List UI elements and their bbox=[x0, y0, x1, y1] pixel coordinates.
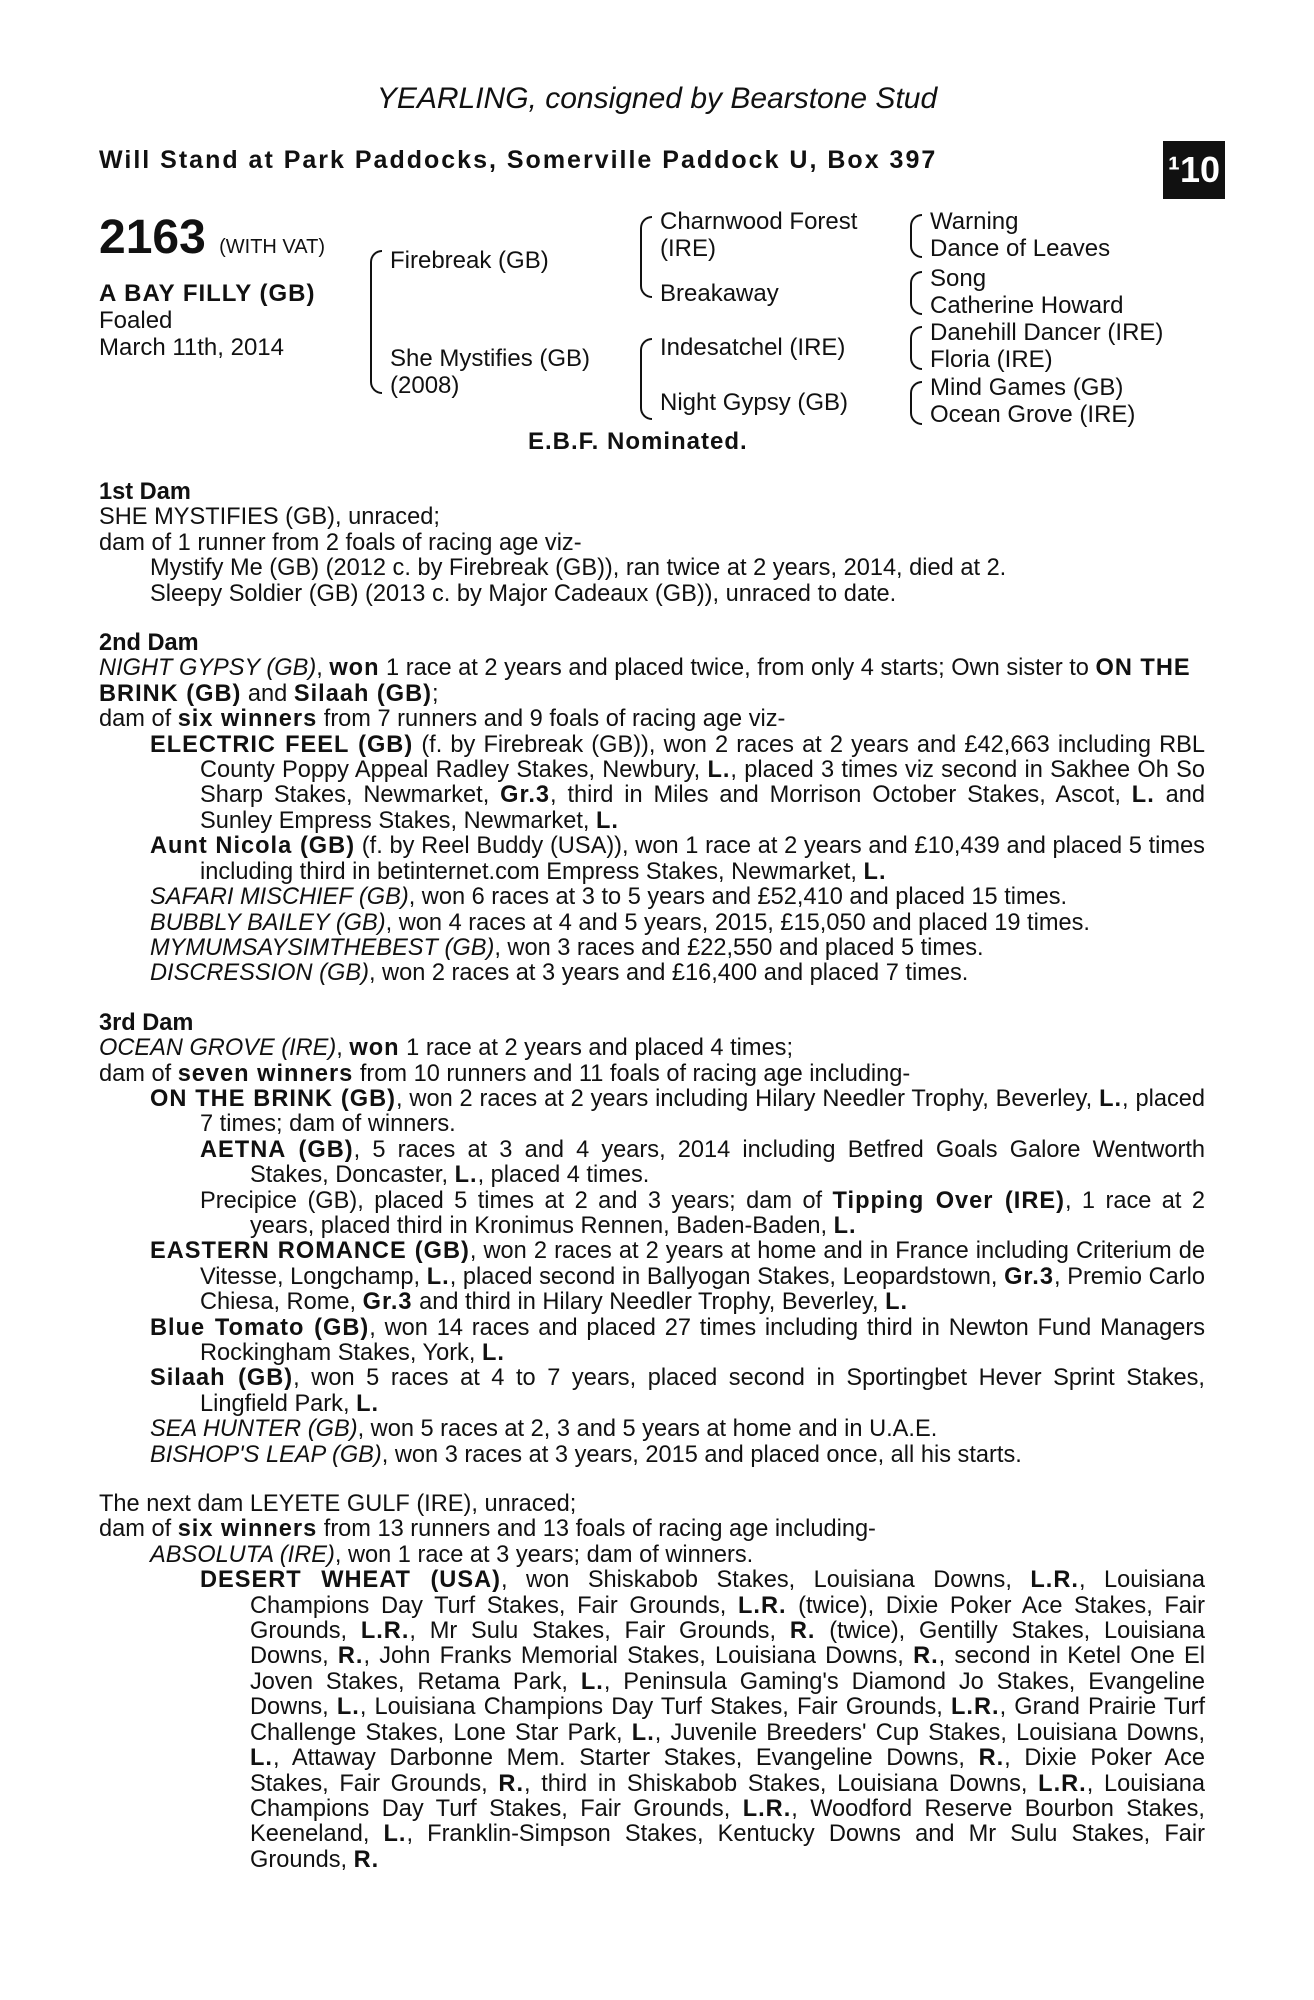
lot-name: A BAY FILLY (GB) bbox=[99, 280, 316, 307]
third-dam-para: dam of seven winners from 10 runners and 11 foals of racing age including- bbox=[99, 1060, 911, 1087]
pedigree-sds: Song bbox=[930, 265, 987, 292]
pedigree-sdd: Catherine Howard bbox=[930, 292, 1124, 319]
third-dam-foal: ON THE BRINK (GB), won 2 races at 2 years including Hilary Needler Trophy, Beverley, L., placed 7 times; dam of winners. bbox=[150, 1085, 1205, 1138]
second-dam-foal: SAFARI MISCHIEF (GB), won 6 races at 3 to 5 years and £52,410 and placed 15 times. bbox=[150, 884, 1068, 911]
second-dam-para: NIGHT GYPSY (GB), won 1 race at 2 years and placed twice, from only 4 starts; Own sister to ON THE BRINK (GB) and Silaah (GB); bbox=[99, 655, 1191, 707]
next-dam-para: dam of six winners from 13 runners and 13 foals of racing age including- bbox=[99, 1516, 876, 1543]
pedigree-sire-sire: Charnwood Forest bbox=[660, 208, 858, 235]
pedigree-dsd: Floria (IRE) bbox=[930, 346, 1053, 373]
pedigree-dds: Mind Games (GB) bbox=[930, 374, 1124, 401]
next-dam-para: The next dam LEYETE GULF (IRE), unraced; bbox=[99, 1491, 577, 1518]
lot-number-block bbox=[99, 210, 325, 265]
second-dam-foal: Aunt Nicola (GB) (f. by Reel Buddy (USA)), won 1 race at 2 years and £10,439 and placed 5 times including third in betinternet.com Empress Stakes, Newmarket, L. bbox=[150, 833, 1205, 885]
third-dam-grandfoal: AETNA (GB), 5 races at 3 and 4 years, 2014 including Betfred Goals Galore Wentworth Stakes, Doncaster, L., placed 4 times. bbox=[200, 1136, 1205, 1189]
second-dam-foal: DISCRESSION (GB), won 2 races at 3 years and £16,400 and placed 7 times. bbox=[150, 960, 969, 987]
ebf-nomination: E.B.F. Nominated. bbox=[528, 428, 748, 455]
third-dam-foal: SEA HUNTER (GB), won 5 races at 2, 3 and 5 years at home and in U.A.E. bbox=[150, 1416, 938, 1443]
pedigree-ddd: Ocean Grove (IRE) bbox=[930, 401, 1136, 428]
third-dam-foal: Blue Tomato (GB), won 14 races and placed 27 times including third in Newton Fund Managers Rockingham Stakes, York, L. bbox=[150, 1314, 1205, 1366]
third-dam-foal: EASTERN ROMANCE (GB), won 2 races at 2 years at home and in France including Criterium de Vitesse, Longchamp, L., placed second in Ballyogan Stakes, Leopardstown, Gr.3, Premio Carlo Chiesa, Rome, Gr.3 and third in Hilary Needler Trophy, Beverley, L. bbox=[150, 1238, 1206, 1316]
lot-number: 2163 bbox=[99, 211, 206, 264]
first-dam-line: dam of 1 runner from 2 foals of racing age viz- bbox=[99, 529, 582, 556]
lot-description bbox=[99, 280, 315, 361]
third-dam-grandfoal: Precipice (GB), placed 5 times at 2 and 3 years; dam of Tipping Over (IRE), 1 race at 2 years, placed third in Kronimus Rennen, Baden-Baden, L. bbox=[200, 1187, 1205, 1239]
pedigree-dam-sire: Indesatchel (IRE) bbox=[660, 334, 846, 361]
foaled-date: March 11th, 2014 bbox=[99, 334, 285, 361]
first-dam-heading: 1st Dam bbox=[99, 479, 191, 505]
second-dam-foal: BUBBLY BAILEY (GB), won 4 races at 4 and 5 years, 2015, £15,050 and placed 19 times. bbox=[150, 909, 1090, 936]
third-dam-heading: 3rd Dam bbox=[99, 1009, 194, 1036]
catalogue-body bbox=[99, 480, 1205, 1873]
pedigree-brace bbox=[910, 271, 922, 315]
first-dam-line: SHE MYSTIFIES (GB), unraced; bbox=[99, 504, 440, 531]
pedigree-brace bbox=[910, 326, 922, 370]
third-dam-para: OCEAN GROVE (IRE), won 1 race at 2 years and placed 4 times; bbox=[99, 1035, 794, 1062]
pedigree-brace bbox=[910, 214, 922, 258]
pedigree-dam-year: (2008) bbox=[390, 372, 460, 399]
lot-badge: ¹10 bbox=[1163, 141, 1225, 199]
third-dam-foal: Silaah (GB), won 5 races at 4 to 7 years, placed second in Sportingbet Hever Sprint Stakes, Lingfield Park, L. bbox=[150, 1365, 1205, 1417]
next-dam-foal: ABSOLUTA (IRE), won 1 race at 3 years; dam of winners. bbox=[150, 1541, 754, 1568]
catalogue-subtitle: YEARLING, consigned by Bearstone Stud bbox=[376, 82, 938, 115]
pedigree-ssd: Dance of Leaves bbox=[930, 235, 1111, 262]
pedigree-sire: Firebreak (GB) bbox=[390, 247, 549, 274]
pedigree-brace bbox=[910, 381, 922, 425]
third-dam-foal: BISHOP'S LEAP (GB), won 3 races at 3 years, 2015 and placed once, all his starts. bbox=[150, 1441, 1022, 1468]
pedigree-sire-sire-suffix: (IRE) bbox=[660, 235, 716, 262]
next-dam-grandfoal: DESERT WHEAT (USA), won Shiskabob Stakes, Louisiana Downs, L.R., Louisiana Champions Day Turf Stakes, Fair Grounds, L.R. (twice), Dixie Poker Ace Stakes, Fair Grounds, L.R., Mr Sulu Stakes, Fair Grounds, R. (twice), Gentilly Stakes, Louisiana Downs, R., John Franks Memorial Stakes, Louisiana Downs, R., second in Ketel One El Joven Stakes, Retama Park, L., Peninsula Gaming's Diamond Jo Stakes, Evangeline Downs, L., Louisiana Champions Day Turf Stakes, Fair Grounds, L.R., Grand Prairie Turf Challenge Stakes, Lone Star Park, L., Juvenile Breeders' Cup Stakes, Louisiana Downs, L., Attaway Darbonne Mem. Starter Stakes, Evangeline Downs, R., Dixie Poker Ace Stakes, Fair Grounds, R., third in Shiskabob Stakes, Louisiana Downs, L.R., Louisiana Champions Day Turf Stakes, Fair Grounds, L.R., Woodford Reserve Bourbon Stakes, Keeneland, L., Franklin-Simpson Stakes, Kentucky Downs and Mr Sulu Stakes, Fair Grounds, R. bbox=[200, 1567, 1206, 1873]
first-dam-foal: Mystify Me (GB) (2012 c. by Firebreak (GB)), ran twice at 2 years, 2014, died at 2. bbox=[150, 555, 1007, 582]
second-dam-foal: ELECTRIC FEEL (GB) (f. by Firebreak (GB)), won 2 races at 2 years and £42,663 including RBL County Poppy Appeal Radley Stakes, Newbury, L., placed 3 times viz second in Sakhee Oh So Sharp Stakes, Newmarket, Gr.3, third in Miles and Morrison October Stakes, Ascot, L. and Sunley Empress Stakes, Newmarket, L. bbox=[150, 731, 1206, 834]
second-dam-para: dam of six winners from 7 runners and 9 foals of racing age viz- bbox=[99, 706, 786, 733]
first-dam-foal: Sleepy Soldier (GB) (2013 c. by Major Cadeaux (GB)), unraced to date. bbox=[150, 580, 897, 607]
pedigree-dam: She Mystifies (GB) bbox=[390, 345, 591, 372]
pedigree-brace bbox=[640, 216, 652, 298]
foaled-label: Foaled bbox=[99, 307, 173, 334]
stand-location: Will Stand at Park Paddocks, Somerville Paddock U, Box 397 bbox=[99, 146, 938, 174]
pedigree-sss: Warning bbox=[930, 208, 1019, 235]
second-dam-heading: 2nd Dam bbox=[99, 630, 199, 657]
pedigree-dss: Danehill Dancer (IRE) bbox=[930, 319, 1164, 346]
pedigree-sire-dam: Breakaway bbox=[660, 280, 779, 307]
second-dam-foal: MYMUMSAYSIMTHEBEST (GB), won 3 races and £22,550 and placed 5 times. bbox=[150, 934, 984, 961]
vat-note: (WITH VAT) bbox=[219, 236, 326, 258]
pedigree-brace bbox=[640, 338, 652, 420]
pedigree-dam-dam: Night Gypsy (GB) bbox=[660, 389, 849, 416]
pedigree-brace bbox=[370, 250, 382, 394]
